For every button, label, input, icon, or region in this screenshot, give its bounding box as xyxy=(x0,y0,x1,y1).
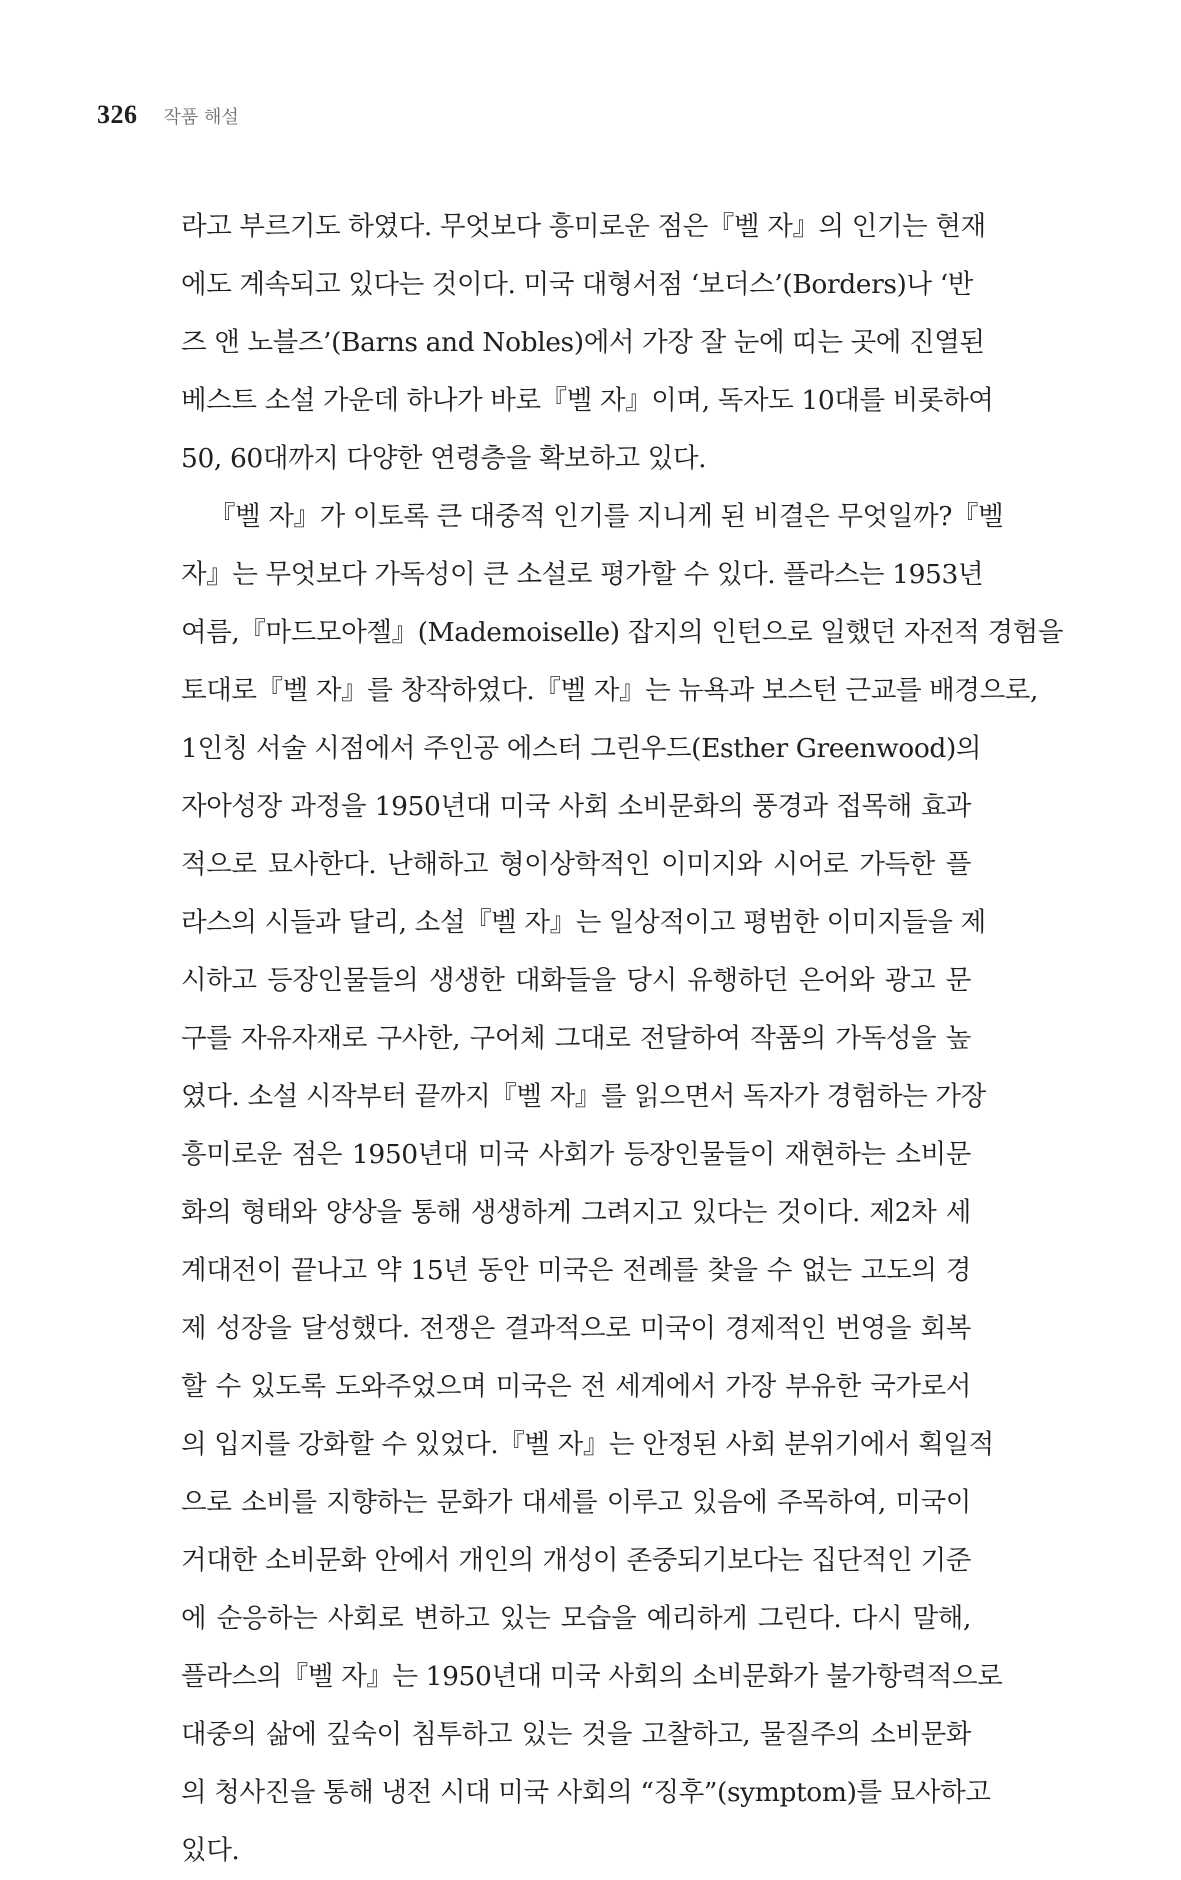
section-title: 작품 해설 xyxy=(163,107,239,128)
text-line: 였다. 소설 시작부터 끝까지『벨 자』를 읽으면서 독자가 경험하는 가장 xyxy=(181,1081,986,1112)
text-line: 시하고 등장인물들의 생생한 대화들을 당시 유행하던 은어와 광고 문 xyxy=(181,965,971,996)
paragraph-2 xyxy=(181,488,1064,1880)
text-line: 플라스의『벨 자』는 1950년대 미국 사회의 소비문화가 불가항력적으로 xyxy=(181,1661,1003,1692)
text-line: 할 수 있도록 도와주었으며 미국은 전 세계에서 가장 부유한 국가로서 xyxy=(181,1371,971,1402)
text-line: 으로 소비를 지향하는 문화가 대세를 이루고 있음에 주목하여, 미국이 xyxy=(181,1487,971,1518)
text-line: 자』는 무엇보다 가독성이 큰 소설로 평가할 수 있다. 플라스는 1953년 xyxy=(181,559,984,590)
text-line: 계대전이 끝나고 약 15년 동안 미국은 전례를 찾을 수 없는 고도의 경 xyxy=(181,1255,971,1286)
text-line: 의 입지를 강화할 수 있었다.『벨 자』는 안정된 사회 분위기에서 획일적 xyxy=(181,1429,994,1460)
text-line: 라고 부르기도 하였다. 무엇보다 흥미로운 점은『벨 자』의 인기는 현재 xyxy=(181,211,986,242)
page-number: 326 xyxy=(97,100,138,129)
text-line: 50, 60대까지 다양한 연령층을 확보하고 있다. xyxy=(181,443,707,474)
text-line: 자아성장 과정을 1950년대 미국 사회 소비문화의 풍경과 접목해 효과 xyxy=(181,791,971,822)
running-header xyxy=(97,100,239,134)
text-line: 1인칭 서술 시점에서 주인공 에스터 그린우드(Esther Greenwood)의 xyxy=(181,733,982,764)
text-line: 에 순응하는 사회로 변하고 있는 모습을 예리하게 그린다. 다시 말해, xyxy=(181,1603,971,1634)
text-line: 구를 자유자재로 구사한, 구어체 그대로 전달하여 작품의 가독성을 높 xyxy=(181,1023,971,1054)
text-line: 즈 앤 노블즈’(Barns and Nobles)에서 가장 잘 눈에 띠는 곳에 진열된 xyxy=(181,327,985,358)
text-line: 화의 형태와 양상을 통해 생생하게 그려지고 있다는 것이다. 제2차 세 xyxy=(181,1197,971,1228)
text-line: 여름,『마드모아젤』(Mademoiselle) 잡지의 인턴으로 일했던 자전적 경험을 xyxy=(181,617,1064,648)
text-line: 대중의 삶에 깊숙이 침투하고 있는 것을 고찰하고, 물질주의 소비문화 xyxy=(181,1719,971,1750)
text-line: 있다. xyxy=(181,1835,240,1866)
text-line: 토대로『벨 자』를 창작하였다.『벨 자』는 뉴욕과 보스턴 근교를 배경으로, xyxy=(181,675,1038,706)
body-text xyxy=(181,198,1064,1880)
text-line: 제 성장을 달성했다. 전쟁은 결과적으로 미국이 경제적인 번영을 회복 xyxy=(181,1313,971,1344)
text-line: 흥미로운 점은 1950년대 미국 사회가 등장인물들이 재현하는 소비문 xyxy=(181,1139,971,1170)
text-line: 거대한 소비문화 안에서 개인의 개성이 존중되기보다는 집단적인 기준 xyxy=(181,1545,971,1576)
paragraph-1 xyxy=(181,198,994,488)
text-line: 에도 계속되고 있다는 것이다. 미국 대형서점 ‘보더스’(Borders)나 ‘반 xyxy=(181,269,973,300)
text-line: 적으로 묘사한다. 난해하고 형이상학적인 이미지와 시어로 가득한 플 xyxy=(181,849,971,880)
text-line: 『벨 자』가 이토록 큰 대중적 인기를 지니게 된 비결은 무엇일까?『벨 xyxy=(209,501,1004,532)
text-line: 라스의 시들과 달리, 소설『벨 자』는 일상적이고 평범한 이미지들을 제 xyxy=(181,907,986,938)
text-line: 베스트 소설 가운데 하나가 바로『벨 자』이며, 독자도 10대를 비롯하여 xyxy=(181,385,994,416)
text-line: 의 청사진을 통해 냉전 시대 미국 사회의 “징후”(symptom)를 묘사하고 xyxy=(181,1777,991,1808)
